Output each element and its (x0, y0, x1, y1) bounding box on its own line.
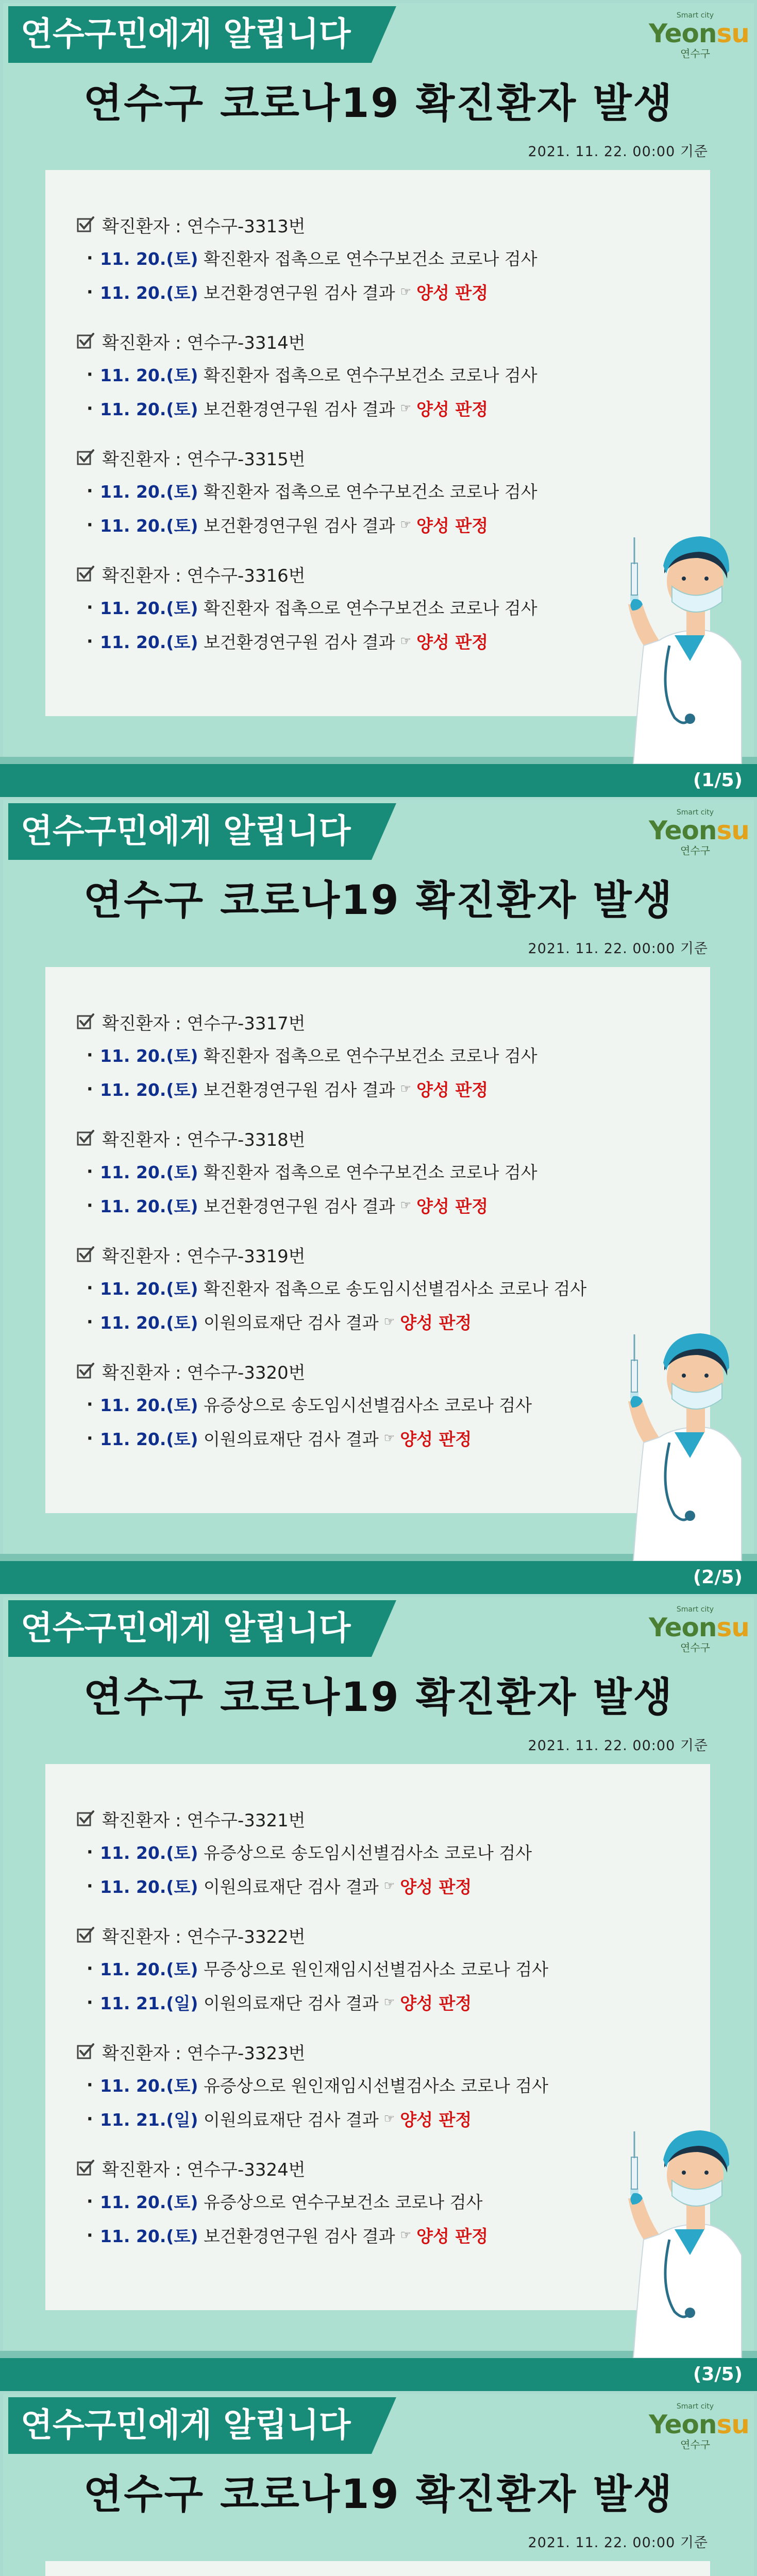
case-detail-text: 보건환경연구원 검사 결과 (203, 515, 395, 536)
page-number: (3/5) (693, 2364, 743, 2385)
case-detail-line (76, 1270, 648, 1304)
case-detail-text: 이원의료재단 검사 결과 (203, 1312, 379, 1333)
reference-date: 2021. 11. 22. 00:00 기준 (528, 941, 708, 957)
pointing-hand-icon: ☞ (383, 1995, 395, 2009)
slide-title: 연수구 코로나19 확진환자 발생 (83, 1674, 674, 1721)
case-detail-date: 11. 20.(토) (100, 1429, 198, 1449)
case-detail-text: 확진환자 접촉으로 연수구보건소 코로나 검사 (203, 248, 537, 269)
bullet-dot: · (87, 1992, 93, 2012)
pointing-hand-icon: ☞ (400, 634, 412, 648)
case-slide (0, 1594, 757, 2391)
positive-result: 양성 판정 (416, 515, 489, 536)
footer-bar (0, 2358, 757, 2391)
case-detail-text: 유증상으로 연수구보건소 코로나 검사 (203, 2192, 483, 2212)
case-title: 확진환자 : 연수구-3321번 (102, 1810, 306, 1831)
logo-wordmark (649, 1613, 749, 1642)
logo-wordmark (649, 19, 749, 48)
nurse-illustration (613, 476, 747, 764)
case-detail-text: 확진환자 접촉으로 연수구보건소 코로나 검사 (203, 1045, 537, 1066)
case-list (76, 209, 648, 674)
case-detail-date: 11. 21.(일) (100, 2109, 198, 2130)
bullet-dot: · (87, 1277, 93, 1298)
checkbox-icon (76, 1362, 95, 1380)
case-title-row (76, 442, 648, 473)
bullet-dot: · (87, 2225, 93, 2245)
case-detail-text: 확진환자 접촉으로 연수구보건소 코로나 검사 (203, 1162, 537, 1182)
case-entry (76, 2152, 648, 2252)
case-title-row (76, 1006, 648, 1038)
logo-wordmark-main: Yeon (649, 816, 717, 845)
bullet-dot: · (87, 1311, 93, 1332)
notice-banner: 연수구민에게 알립니다 (8, 2397, 372, 2454)
positive-result: 양성 판정 (416, 1196, 489, 1216)
bullet-dot: · (87, 1161, 93, 1181)
logo-wordmark-accent: su (716, 816, 749, 845)
case-title-row (76, 1355, 648, 1387)
case-title-row (76, 1122, 648, 1154)
case-title-row (76, 325, 648, 357)
case-detail-line (76, 1072, 648, 1106)
case-entry (76, 1355, 648, 1455)
pointing-hand-icon: ☞ (400, 517, 412, 532)
case-title-row (76, 1919, 648, 1951)
logo-district-name: 연수구 (680, 1641, 710, 1654)
checkbox-icon (76, 1129, 95, 1147)
bullet-dot: · (87, 2074, 93, 2095)
checkbox-icon (76, 215, 95, 234)
case-detail-date: 11. 20.(토) (100, 1395, 198, 1415)
bullet-dot: · (87, 398, 93, 418)
bullet-dot: · (87, 1394, 93, 1414)
case-detail-date: 11. 20.(토) (100, 632, 198, 652)
yeonsu-logo (649, 2402, 749, 2459)
case-detail-date: 11. 20.(토) (100, 248, 198, 269)
case-detail-date: 11. 20.(토) (100, 1876, 198, 1897)
bullet-dot: · (87, 1078, 93, 1099)
checkbox-icon (76, 2159, 95, 2177)
case-title-row (76, 1803, 648, 1835)
footer-bar (0, 764, 757, 797)
case-detail-line (76, 1869, 648, 1903)
notice-banner: 연수구민에게 알립니다 (8, 1600, 372, 1657)
case-detail-line (76, 1038, 648, 1072)
case-title: 확진환자 : 연수구-3317번 (102, 1013, 306, 1034)
pointing-hand-icon: ☞ (383, 1314, 395, 1329)
case-entry (76, 1006, 648, 1106)
reference-date: 2021. 11. 22. 00:00 기준 (528, 1738, 708, 1754)
yeonsu-logo (649, 808, 749, 865)
case-title-row (76, 2036, 648, 2067)
pointing-hand-icon: ☞ (400, 2228, 412, 2242)
case-panel (45, 170, 710, 716)
case-detail-line (76, 1421, 648, 1455)
case-detail-date: 11. 20.(토) (100, 365, 198, 385)
logo-wordmark-main: Yeon (649, 2410, 717, 2439)
nurse-illustration (613, 1273, 747, 1561)
case-detail-text: 이원의료재단 검사 결과 (203, 1876, 379, 1897)
case-detail-line (76, 1188, 648, 1222)
case-detail-date: 11. 20.(토) (100, 481, 198, 502)
case-entry (76, 2036, 648, 2136)
slide-title: 연수구 코로나19 확진환자 발생 (83, 80, 674, 127)
case-detail-text: 확진환자 접촉으로 연수구보건소 코로나 검사 (203, 481, 537, 502)
logo-tagline: Smart city (676, 11, 714, 20)
case-list (76, 1803, 648, 2268)
logo-wordmark-main: Yeon (649, 19, 717, 48)
bullet-dot: · (87, 1841, 93, 1862)
positive-result: 양성 판정 (416, 1079, 489, 1100)
logo-district-name: 연수구 (680, 47, 710, 60)
case-detail-text: 유증상으로 송도임시선별검사소 코로나 검사 (203, 1395, 532, 1415)
case-detail-line (76, 2218, 648, 2252)
pointing-hand-icon: ☞ (383, 1878, 395, 1893)
logo-wordmark-main: Yeon (649, 1613, 717, 1642)
case-panel (45, 1764, 710, 2310)
case-detail-date: 11. 20.(토) (100, 1278, 198, 1299)
case-title: 확진환자 : 연수구-3316번 (102, 565, 306, 586)
case-detail-line (76, 1387, 648, 1421)
case-title: 확진환자 : 연수구-3318번 (102, 1129, 306, 1150)
bullet-dot: · (87, 247, 93, 268)
bullet-dot: · (87, 631, 93, 651)
bullet-dot: · (87, 1958, 93, 1978)
case-detail-date: 11. 20.(토) (100, 1959, 198, 1979)
case-title-row (76, 209, 648, 241)
case-detail-date: 11. 20.(토) (100, 515, 198, 536)
case-detail-text: 이원의료재단 검사 결과 (203, 1429, 379, 1449)
case-detail-date: 11. 20.(토) (100, 1162, 198, 1182)
positive-result: 양성 판정 (400, 1876, 472, 1897)
case-entry (76, 1803, 648, 1903)
case-detail-date: 11. 20.(토) (100, 1045, 198, 1066)
positive-result: 양성 판정 (416, 632, 489, 652)
slide-title: 연수구 코로나19 확진환자 발생 (83, 2471, 674, 2518)
case-detail-line (76, 2102, 648, 2136)
case-detail-line (76, 507, 648, 541)
case-detail-line (76, 1951, 648, 1985)
case-detail-text: 보건환경연구원 검사 결과 (203, 1196, 395, 1216)
case-title: 확진환자 : 연수구-3320번 (102, 1362, 306, 1383)
case-detail-text: 무증상으로 원인재임시선별검사소 코로나 검사 (203, 1959, 548, 1979)
case-slide (0, 2391, 757, 2576)
checkbox-icon (76, 448, 95, 467)
checkbox-icon (76, 2042, 95, 2061)
case-title: 확진환자 : 연수구-3323번 (102, 2043, 306, 2064)
bullet-dot: · (87, 364, 93, 384)
case-detail-text: 확진환자 접촉으로 연수구보건소 코로나 검사 (203, 598, 537, 618)
page-number: (1/5) (693, 770, 743, 791)
case-slide (0, 797, 757, 1594)
case-detail-date: 11. 20.(토) (100, 1079, 198, 1100)
positive-result: 양성 판정 (400, 1429, 472, 1449)
case-entry (76, 1122, 648, 1222)
case-detail-date: 11. 20.(토) (100, 598, 198, 618)
checkbox-icon (76, 565, 95, 583)
logo-tagline: Smart city (676, 2402, 714, 2411)
positive-result: 양성 판정 (400, 1993, 472, 2013)
case-detail-line (76, 2067, 648, 2102)
bullet-dot: · (87, 1044, 93, 1065)
case-title: 확진환자 : 연수구-3319번 (102, 1246, 306, 1267)
case-detail-text: 유증상으로 원인재임시선별검사소 코로나 검사 (203, 2075, 548, 2096)
checkbox-icon (76, 1012, 95, 1031)
positive-result: 양성 판정 (416, 2226, 489, 2246)
footer-bar (0, 1561, 757, 1594)
pointing-hand-icon: ☞ (383, 2111, 395, 2126)
case-title-row (76, 558, 648, 590)
checkbox-icon (76, 1245, 95, 1264)
case-title: 확진환자 : 연수구-3322번 (102, 1926, 306, 1947)
bullet-dot: · (87, 2191, 93, 2211)
logo-wordmark-accent: su (716, 19, 749, 48)
case-detail-line (76, 1304, 648, 1338)
pointing-hand-icon: ☞ (400, 1198, 412, 1212)
bullet-dot: · (87, 480, 93, 501)
slide-title: 연수구 코로나19 확진환자 발생 (83, 877, 674, 924)
case-detail-line (76, 590, 648, 624)
logo-tagline: Smart city (676, 1605, 714, 1614)
case-detail-text: 보건환경연구원 검사 결과 (203, 632, 395, 652)
bullet-dot: · (87, 1428, 93, 1448)
positive-result: 양성 판정 (416, 282, 489, 303)
positive-result: 양성 판정 (400, 1312, 472, 1333)
bullet-dot: · (87, 514, 93, 535)
positive-result: 양성 판정 (400, 2109, 472, 2130)
case-title-row (76, 2152, 648, 2184)
positive-result: 양성 판정 (416, 399, 489, 419)
case-detail-text: 이원의료재단 검사 결과 (203, 1993, 379, 2013)
case-detail-date: 11. 20.(토) (100, 2226, 198, 2246)
case-panel (45, 2561, 710, 2576)
notice-banner: 연수구민에게 알립니다 (8, 6, 372, 63)
yeonsu-logo (649, 11, 749, 68)
case-detail-text: 확진환자 접촉으로 송도임시선별검사소 코로나 검사 (203, 1278, 587, 1299)
case-entry (76, 325, 648, 425)
reference-date: 2021. 11. 22. 00:00 기준 (528, 2535, 708, 2551)
checkbox-icon (76, 332, 95, 350)
case-entry (76, 1239, 648, 1338)
bullet-dot: · (87, 1875, 93, 1896)
case-entry (76, 1919, 648, 2019)
case-detail-line (76, 241, 648, 275)
case-detail-line (76, 473, 648, 507)
case-list (76, 1006, 648, 1471)
case-detail-date: 11. 20.(토) (100, 2075, 198, 2096)
case-detail-line (76, 357, 648, 391)
case-detail-line (76, 391, 648, 425)
case-detail-line (76, 275, 648, 309)
case-entry (76, 442, 648, 541)
reference-date: 2021. 11. 22. 00:00 기준 (528, 144, 708, 160)
pointing-hand-icon: ☞ (383, 1431, 395, 1445)
nurse-illustration (613, 2070, 747, 2358)
yeonsu-logo (649, 1605, 749, 1662)
case-title: 확진환자 : 연수구-3324번 (102, 2159, 306, 2180)
pointing-hand-icon: ☞ (400, 401, 412, 415)
case-detail-line (76, 1154, 648, 1188)
case-entry (76, 209, 648, 309)
case-detail-line (76, 624, 648, 658)
pointing-hand-icon: ☞ (400, 1081, 412, 1096)
case-entry (76, 558, 648, 658)
logo-wordmark-accent: su (716, 1613, 749, 1642)
case-detail-date: 11. 20.(토) (100, 1196, 198, 1216)
notice-banner: 연수구민에게 알립니다 (8, 803, 372, 860)
logo-tagline: Smart city (676, 808, 714, 817)
logo-wordmark-accent: su (716, 2410, 749, 2439)
logo-wordmark (649, 816, 749, 845)
case-panel (45, 967, 710, 1513)
case-detail-text: 보건환경연구원 검사 결과 (203, 1079, 395, 1100)
case-detail-date: 11. 20.(토) (100, 1312, 198, 1333)
logo-district-name: 연수구 (680, 2438, 710, 2451)
case-detail-date: 11. 20.(토) (100, 2192, 198, 2212)
bullet-dot: · (87, 281, 93, 302)
case-detail-text: 확진환자 접촉으로 연수구보건소 코로나 검사 (203, 365, 537, 385)
case-detail-text: 보건환경연구원 검사 결과 (203, 2226, 395, 2246)
case-detail-text: 보건환경연구원 검사 결과 (203, 282, 395, 303)
case-slide (0, 0, 757, 797)
case-title-row (76, 1239, 648, 1270)
case-title: 확진환자 : 연수구-3313번 (102, 216, 306, 237)
case-detail-date: 11. 21.(일) (100, 1993, 198, 2013)
case-detail-line (76, 1835, 648, 1869)
pointing-hand-icon: ☞ (400, 284, 412, 299)
case-detail-date: 11. 20.(토) (100, 282, 198, 303)
page-number: (2/5) (693, 1567, 743, 1588)
bullet-dot: · (87, 1195, 93, 1215)
case-title: 확진환자 : 연수구-3314번 (102, 332, 306, 353)
checkbox-icon (76, 1926, 95, 1944)
case-detail-text: 이원의료재단 검사 결과 (203, 2109, 379, 2130)
case-detail-line (76, 1985, 648, 2019)
case-detail-text: 보건환경연구원 검사 결과 (203, 399, 395, 419)
checkbox-icon (76, 1809, 95, 1828)
case-detail-line (76, 2184, 648, 2218)
bullet-dot: · (87, 597, 93, 617)
case-detail-date: 11. 20.(토) (100, 1842, 198, 1863)
case-detail-date: 11. 20.(토) (100, 399, 198, 419)
bullet-dot: · (87, 2108, 93, 2129)
logo-district-name: 연수구 (680, 844, 710, 857)
case-title: 확진환자 : 연수구-3315번 (102, 449, 306, 470)
logo-wordmark (649, 2410, 749, 2439)
case-detail-text: 유증상으로 송도임시선별검사소 코로나 검사 (203, 1842, 532, 1863)
